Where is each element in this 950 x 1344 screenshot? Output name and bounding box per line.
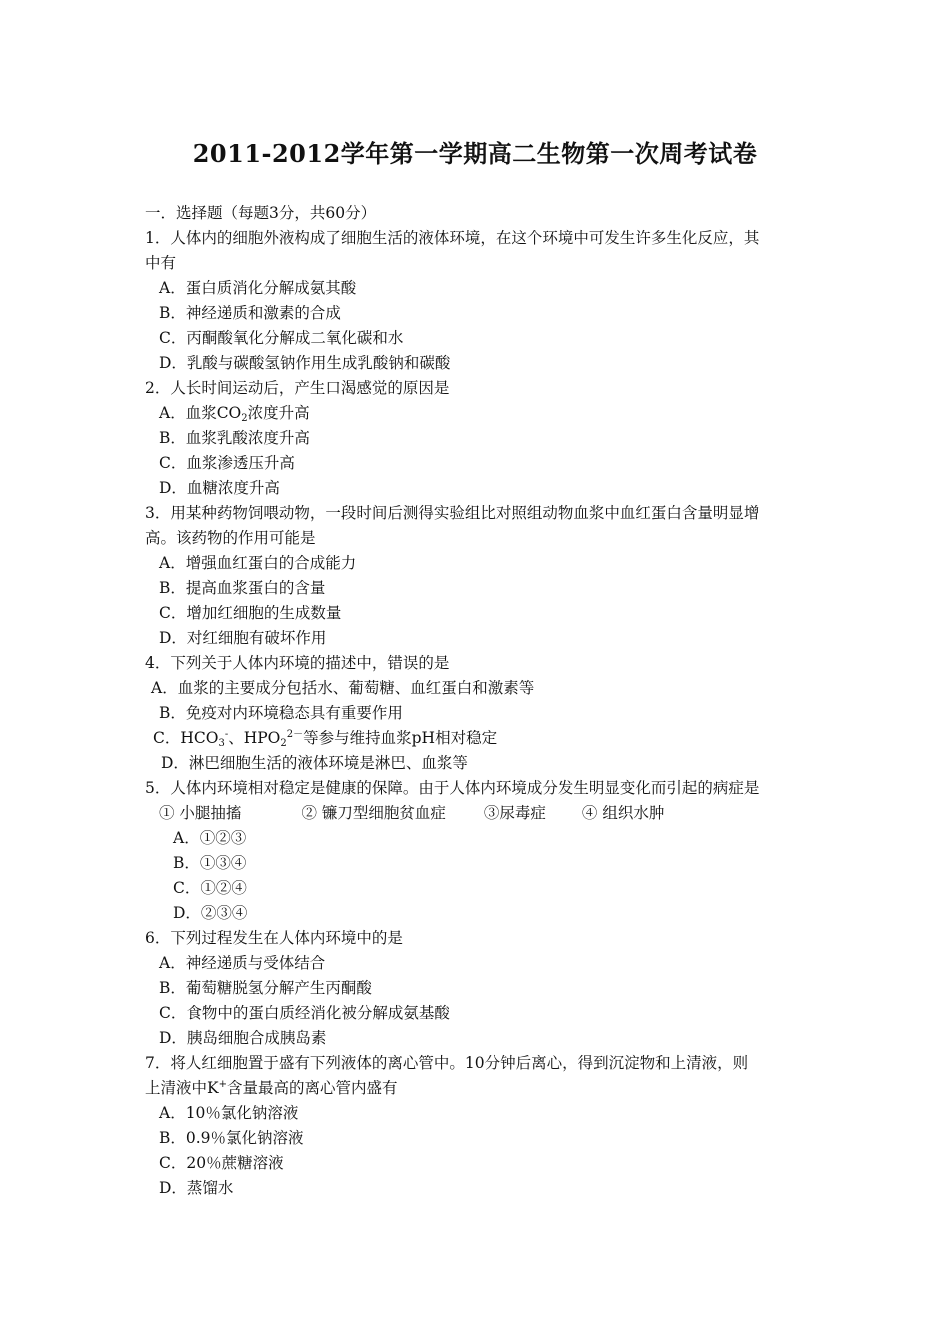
q7-option-a: A．10％氯化钠溶液	[159, 1104, 299, 1122]
q2-option-a	[145, 401, 815, 426]
q4-option-d: D．淋巴细胞生活的液体环境是淋巴、血浆等	[161, 754, 468, 772]
exam-content	[145, 201, 815, 1201]
q3-stem-line2: 高。该药物的作用可能是	[145, 529, 316, 547]
q1-option-b: B．神经递质和激素的合成	[159, 304, 341, 322]
q4-option-c-sub1: 3	[218, 738, 225, 749]
q5-item-1: ① 小腿抽搐	[159, 804, 242, 822]
q6-option-b: B．葡萄糖脱氢分解产生丙酮酸	[159, 979, 372, 997]
q6-option-a: A．神经递质与受体结合	[159, 954, 326, 972]
q5-stem: 5．人体内环境相对稳定是健康的保障。由于人体内环境成分发生明显变化而引起的病症是	[145, 779, 760, 797]
q4-option-b: B．免疫对内环境稳态具有重要作用	[159, 704, 403, 722]
q3-option-a: A．增强血红蛋白的合成能力	[159, 554, 357, 572]
q5-option-d: D．②③④	[173, 904, 248, 922]
q7-stem-line2	[145, 1076, 815, 1101]
page-title: 2011-2012学年第一学期高二生物第一次周考试卷	[192, 139, 758, 168]
q2-option-b: B．血浆乳酸浓度升高	[159, 429, 310, 447]
q2-stem: 2．人长时间运动后，产生口渴感觉的原因是	[145, 379, 450, 397]
q4-option-c-sub2: 2	[280, 738, 287, 749]
q1-option-d: D．乳酸与碳酸氢钠作用生成乳酸钠和碳酸	[159, 354, 451, 372]
q6-stem: 6．下列过程发生在人体内环境中的是	[145, 929, 403, 947]
q5-item-4: ④ 组织水肿	[581, 804, 665, 822]
q7-stem-line2-sup: +	[218, 1079, 227, 1090]
q4-stem: 4．下列关于人体内环境的描述中，错误的是	[145, 654, 450, 672]
q7-option-d: D．蒸馏水	[159, 1179, 234, 1197]
q5-option-b: B．①③④	[173, 854, 247, 872]
q2-option-c: C．血浆渗透压升高	[159, 454, 295, 472]
q3-option-d: D．对红细胞有破坏作用	[159, 629, 327, 647]
q4-option-c-sup1: -	[224, 729, 229, 740]
q7-stem-line2-pre: 上清液中K	[145, 1079, 219, 1097]
q2-option-a-pre: A．血浆CO	[159, 404, 242, 422]
q7-stem-line2-post: 含量最高的离心管内盛有	[226, 1079, 398, 1097]
q5-option-a: A．①②③	[173, 829, 247, 847]
q3-option-b: B．提高血浆蛋白的含量	[159, 579, 326, 597]
q4-option-c	[145, 726, 815, 751]
q2-option-a-sub: 2	[241, 413, 248, 424]
q3-option-c: C．增加红细胞的生成数量	[159, 604, 342, 622]
q3-stem-line1: 3．用某种药物饲喂动物，一段时间后测得实验组比对照组动物血浆中血红蛋白含量明显增	[145, 504, 760, 522]
q2-option-a-post: 浓度升高	[247, 404, 310, 422]
q1-option-c: C．丙酮酸氧化分解成二氧化碳和水	[159, 329, 404, 347]
q1-stem-line2: 中有	[145, 254, 177, 272]
q1-option-a: A．蛋白质消化分解成氨其酸	[159, 279, 357, 297]
q4-option-c-pre: C．HCO	[153, 729, 219, 747]
q5-items	[145, 801, 815, 826]
q1-stem-line1: 1．人体内的细胞外液构成了细胞生活的液体环境，在这个环境中可发生许多生化反应，其	[145, 229, 760, 247]
q4-option-c-post: 等参与维持血浆pH相对稳定	[303, 729, 498, 747]
q4-option-c-sup2: 2－	[286, 729, 304, 740]
q6-option-c: C．食物中的蛋白质经消化被分解成氨基酸	[159, 1004, 450, 1022]
q7-option-b: B．0.9％氯化钠溶液	[159, 1129, 304, 1147]
q5-item-3: ③尿毒症	[483, 804, 546, 822]
q4-option-c-mid: 、HPO	[228, 729, 281, 747]
q7-option-c: C．20％蔗糖溶液	[159, 1154, 284, 1172]
q6-option-d: D．胰岛细胞合成胰岛素	[159, 1029, 327, 1047]
q4-option-a: A．血浆的主要成分包括水、葡萄糖、血红蛋白和激素等	[151, 679, 535, 697]
q2-option-d: D．血糖浓度升高	[159, 479, 280, 497]
section-heading: 一．选择题（每题3分，共60分）	[145, 204, 377, 222]
q7-stem-line1: 7．将人红细胞置于盛有下列液体的离心管中。10分钟后离心，得到沉淀物和上清液，则	[145, 1054, 749, 1072]
q5-item-2: ② 镰刀型细胞贫血症	[301, 804, 446, 822]
q5-option-c: C．①②④	[173, 879, 247, 897]
